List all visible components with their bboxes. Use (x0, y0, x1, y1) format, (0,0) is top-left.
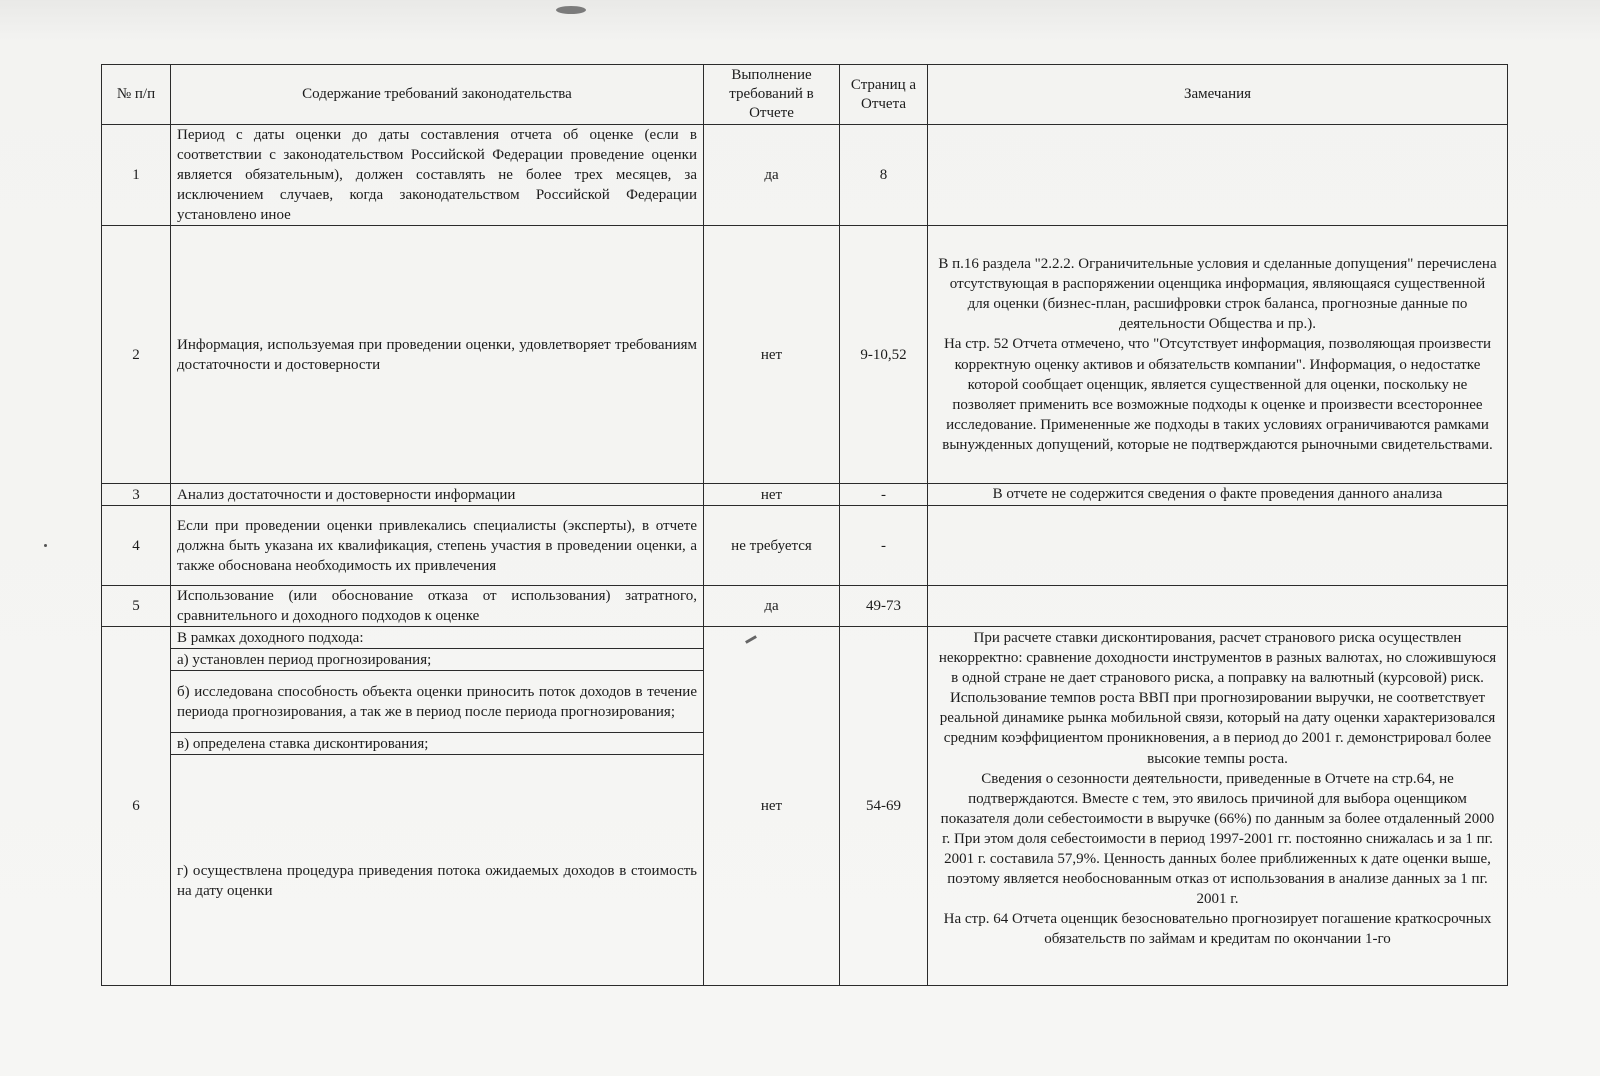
row-done: нет (704, 226, 840, 484)
table-row (102, 506, 1508, 586)
row-content: Информация, используемая при проведении оценки, удовлетворяет требованиям достаточности и достоверности (171, 226, 704, 484)
row-page: 54-69 (840, 627, 928, 986)
table-header-row (102, 65, 1508, 125)
row-subitem: а) установлен период прогнозирования; (171, 649, 704, 671)
row-num: 3 (102, 484, 171, 506)
header-num: № п/п (102, 65, 171, 125)
row-page: - (840, 506, 928, 586)
row-content: Если при проведении оценки привлекались специалисты (эксперты), в отчете должна быть указана их квалификация, степень участия в проведении оценки, а также обоснована необходимость их привлечения (171, 506, 704, 586)
row-content: Использование (или обоснование отказа от использования) затратного, сравнительного и доходного подходов к оценке (171, 586, 704, 627)
scan-speck (44, 544, 47, 547)
row-page: 8 (840, 125, 928, 226)
row-num: 5 (102, 586, 171, 627)
row-remarks: В п.16 раздела "2.2.2. Ограничительные условия и сделанные допущения" перечислена отсутствующая в распоряжении оценщика информация, являющаяся существенной для оценки (бизнес-план, расшифровки строк баланса, прогнозные данные по деятельности Общества и пр.). На стр. 52 Отчета отмечено, что "Отсутствует информация, позволяющая произвести корректную оценку активов и обязательств компании". Информация, о недостатке которой сообщает оценщик, является существенной для оценки, поскольку не позволяет применить все возможные подходы к оценке и произвести всестороннее исследование. Примененные же подходы в таких условиях ограничиваются рамками вынужденных допущений, которые не подтверждаются рыночными свидетельствами. (928, 226, 1508, 484)
row-subitem: б) исследована способность объекта оценки приносить поток доходов в течение периода прогнозирования, а так же в период после периода прогнозирования; (171, 671, 704, 733)
row-done: нет (704, 484, 840, 506)
table-row (102, 586, 1508, 627)
scan-smudge (556, 6, 586, 14)
row-done: да (704, 125, 840, 226)
header-remarks: Замечания (928, 65, 1508, 125)
row-remarks: В отчете не содержится сведения о факте проведения данного анализа (928, 484, 1508, 506)
row-done: да (704, 586, 840, 627)
row-num: 6 (102, 627, 171, 986)
row-done: нет (704, 627, 840, 986)
table-row (102, 484, 1508, 506)
row-page: 9-10,52 (840, 226, 928, 484)
row-content: Анализ достаточности и достоверности информации (171, 484, 704, 506)
row-remarks (928, 125, 1508, 226)
table-row (102, 125, 1508, 226)
row-done: не требуется (704, 506, 840, 586)
table-row (102, 627, 1508, 649)
header-content: Содержание требований законодательства (171, 65, 704, 125)
row-num: 1 (102, 125, 171, 226)
row-remarks (928, 586, 1508, 627)
row-content: Период с даты оценки до даты составления отчета об оценке (если в соответствии с законодательством Российской Федерации проведение оценки является обязательным), должен составлять не более трех месяцев, за исключением случаев, когда законодательством Российской Федерации установлено иное (171, 125, 704, 226)
table-row (102, 226, 1508, 484)
row-num: 4 (102, 506, 171, 586)
requirements-table (101, 64, 1508, 986)
header-page: Страниц а Отчета (840, 65, 928, 125)
row-page: 49-73 (840, 586, 928, 627)
row-remarks: При расчете ставки дисконтирования, расчет странового риска осуществлен некорректно: сравнение доходности инструментов в разных валютах, но сложившуюся в одной стране не дает странового риска, а поправку на валютный (курсовой) риск. Использование темпов роста ВВП при прогнозировании выручки, не соответствует реальной динамике рынка мобильной связи, который на дату оценки характеризовался средним коэффициентом проникновения, а в период до 2001 г. демонстрировал более высокие темпы роста. Сведения о сезонности деятельности, приведенные в Отчете на стр.64, не подтверждаются. Вместе с тем, это явилось причиной для выбора оценщиком показателя доли себестоимости в выручке (66%) по данным за более отдаленный 2000 г. При этом доля себестоимости в период 1997-2001 гг. постоянно снижалась и за 1 пг. 2001 г. составила 57,9%. Ценность данных более приближенных к дате оценки выше, поэтому является необоснованным отказ от использования в анализе данных за 1 пг. 2001 г. На стр. 64 Отчета оценщик безосновательно прогнозирует погашение краткосрочных обязательств по займам и кредитам по окончании 1-го (928, 627, 1508, 986)
row-page: - (840, 484, 928, 506)
row-num: 2 (102, 226, 171, 484)
row-subitem: в) определена ставка дисконтирования; (171, 733, 704, 755)
header-done: Выполнение требований в Отчете (704, 65, 840, 125)
row-subitem: г) осуществлена процедура приведения потока ожидаемых доходов в стоимость на дату оценки (171, 755, 704, 986)
row-subitem: В рамках доходного подхода: (171, 627, 704, 649)
row-remarks (928, 506, 1508, 586)
